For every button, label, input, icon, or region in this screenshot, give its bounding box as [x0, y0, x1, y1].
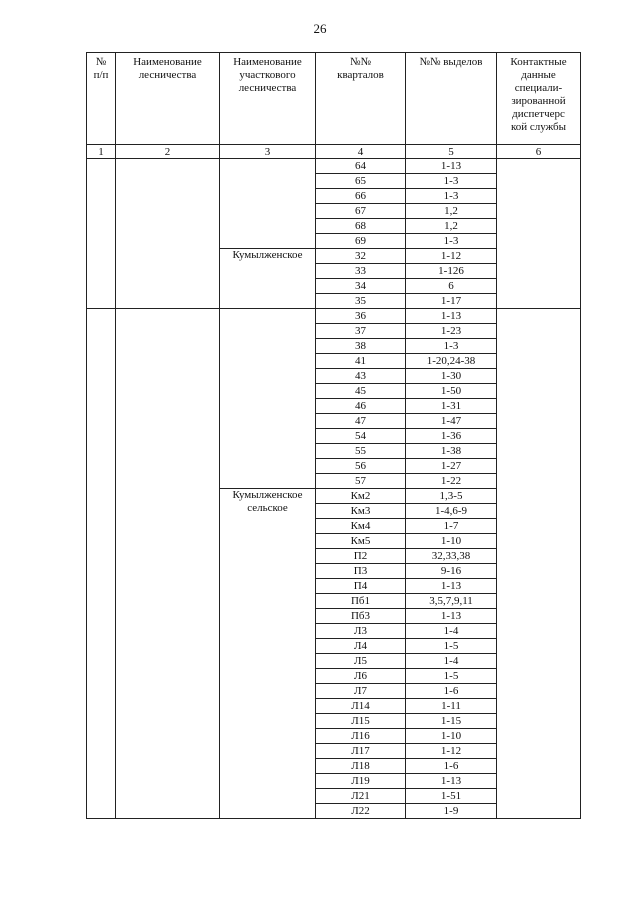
header-line: специали- — [514, 82, 563, 94]
quarter-cell: 45 — [316, 384, 406, 399]
plots-cell: 1-30 — [406, 369, 497, 384]
quarter-cell: 67 — [316, 204, 406, 219]
quarter-cell: Л17 — [316, 744, 406, 759]
quarter-cell: Пб1 — [316, 594, 406, 609]
quarter-cell: Км5 — [316, 534, 406, 549]
header-line: кварталов — [337, 69, 384, 81]
header-line: диспетчерс — [512, 108, 565, 120]
plots-cell: 1-13 — [406, 609, 497, 624]
header-quarters — [316, 53, 406, 145]
plots-cell: 1,2 — [406, 204, 497, 219]
plots-cell: 1-17 — [406, 294, 497, 309]
forestry-cell — [116, 309, 220, 819]
column-number: 1 — [87, 145, 116, 159]
plots-cell: 1-12 — [406, 744, 497, 759]
plots-cell: 1-10 — [406, 729, 497, 744]
quarter-cell: Л6 — [316, 669, 406, 684]
quarter-cell: 57 — [316, 474, 406, 489]
plots-cell: 1-15 — [406, 714, 497, 729]
quarter-cell: Л16 — [316, 729, 406, 744]
quarter-cell: 66 — [316, 189, 406, 204]
quarter-cell: 46 — [316, 399, 406, 414]
quarter-cell: Л21 — [316, 789, 406, 804]
header-forestry — [116, 53, 220, 145]
column-number: 4 — [316, 145, 406, 159]
page-number: 26 — [313, 21, 327, 36]
column-number: 2 — [116, 145, 220, 159]
quarter-cell: 65 — [316, 174, 406, 189]
quarter-cell: 34 — [316, 279, 406, 294]
quarter-cell: П3 — [316, 564, 406, 579]
header-line: данные — [521, 69, 556, 81]
quarter-cell: 36 — [316, 309, 406, 324]
header-line: лесничества — [138, 69, 197, 81]
contacts-cell — [497, 159, 581, 309]
plots-cell: 1-13 — [406, 159, 497, 174]
header-index — [87, 53, 116, 145]
contacts-cell — [497, 309, 581, 819]
quarter-cell: 43 — [316, 369, 406, 384]
plots-cell: 1-12 — [406, 249, 497, 264]
table-header-row — [87, 53, 581, 145]
forestry-cell — [116, 159, 220, 309]
plots-cell: 1-6 — [406, 759, 497, 774]
quarter-cell: 69 — [316, 234, 406, 249]
plots-cell: 1-3 — [406, 339, 497, 354]
plots-cell: 1-4 — [406, 654, 497, 669]
district-name-line: Кумылженское — [232, 489, 303, 501]
quarter-cell: Км4 — [316, 519, 406, 534]
header-line: Наименование — [233, 56, 302, 68]
district-name-line: Кумылженское — [232, 249, 303, 261]
table-row — [87, 159, 581, 174]
quarter-cell: П4 — [316, 579, 406, 594]
plots-cell: 1-11 — [406, 699, 497, 714]
quarter-cell: 35 — [316, 294, 406, 309]
plots-cell: 1,2 — [406, 219, 497, 234]
quarter-cell: Л7 — [316, 684, 406, 699]
header-line: участкового — [239, 69, 296, 81]
plots-cell: 6 — [406, 279, 497, 294]
forest-quarters-table — [86, 52, 581, 819]
plots-cell: 1-5 — [406, 669, 497, 684]
plots-cell: 1-3 — [406, 189, 497, 204]
index-cell — [87, 159, 116, 309]
quarter-cell: 55 — [316, 444, 406, 459]
quarter-cell: 56 — [316, 459, 406, 474]
plots-cell: 1-4 — [406, 624, 497, 639]
plots-cell: 1-126 — [406, 264, 497, 279]
column-number: 3 — [220, 145, 316, 159]
quarter-cell: 38 — [316, 339, 406, 354]
header-line: зированной — [511, 95, 566, 107]
plots-cell: 1-10 — [406, 534, 497, 549]
district-blank-cell — [220, 159, 316, 249]
plots-cell: 1-6 — [406, 684, 497, 699]
plots-cell: 1-9 — [406, 804, 497, 819]
header-line: №№ — [350, 56, 371, 68]
quarter-cell: Л19 — [316, 774, 406, 789]
district-name-cell — [220, 489, 316, 819]
plots-cell: 1-51 — [406, 789, 497, 804]
quarter-cell: Л15 — [316, 714, 406, 729]
quarter-cell: Л4 — [316, 639, 406, 654]
column-number: 6 — [497, 145, 581, 159]
district-blank-cell — [220, 309, 316, 489]
district-name-line: сельское — [247, 502, 288, 514]
plots-cell: 1-22 — [406, 474, 497, 489]
header-line: №№ выделов — [419, 56, 483, 68]
plots-cell: 1-38 — [406, 444, 497, 459]
index-cell — [87, 309, 116, 819]
quarter-cell: 64 — [316, 159, 406, 174]
plots-cell: 1-7 — [406, 519, 497, 534]
plots-cell: 1-3 — [406, 234, 497, 249]
header-line: п/п — [93, 69, 109, 81]
plots-cell: 32,33,38 — [406, 549, 497, 564]
header-line: кой службы — [510, 121, 567, 133]
plots-cell: 1-50 — [406, 384, 497, 399]
plots-cell: 1-23 — [406, 324, 497, 339]
quarter-cell: Л22 — [316, 804, 406, 819]
plots-cell: 1-27 — [406, 459, 497, 474]
quarter-cell: 54 — [316, 429, 406, 444]
plots-cell: 1-5 — [406, 639, 497, 654]
header-district — [220, 53, 316, 145]
plots-cell: 1-13 — [406, 309, 497, 324]
quarter-cell: 37 — [316, 324, 406, 339]
district-name-cell — [220, 249, 316, 309]
quarter-cell: 33 — [316, 264, 406, 279]
plots-cell: 1-36 — [406, 429, 497, 444]
plots-cell: 1-47 — [406, 414, 497, 429]
quarter-cell: 41 — [316, 354, 406, 369]
plots-cell: 9-16 — [406, 564, 497, 579]
quarter-cell: Л14 — [316, 699, 406, 714]
quarter-cell: Л3 — [316, 624, 406, 639]
quarter-cell: 68 — [316, 219, 406, 234]
header-plots — [406, 53, 497, 145]
plots-cell: 1,3-5 — [406, 489, 497, 504]
plots-cell: 1-13 — [406, 774, 497, 789]
plots-cell: 1-31 — [406, 399, 497, 414]
header-line: Наименование — [133, 56, 202, 68]
header-line: лесничества — [238, 82, 297, 94]
quarter-cell: 47 — [316, 414, 406, 429]
plots-cell: 1-3 — [406, 174, 497, 189]
plots-cell: 1-20,24-38 — [406, 354, 497, 369]
plots-cell: 3,5,7,9,11 — [406, 594, 497, 609]
plots-cell: 1-4,6-9 — [406, 504, 497, 519]
quarter-cell: Км3 — [316, 504, 406, 519]
quarter-cell: Л5 — [316, 654, 406, 669]
quarter-cell: Км2 — [316, 489, 406, 504]
quarter-cell: П2 — [316, 549, 406, 564]
column-number: 5 — [406, 145, 497, 159]
column-number-row — [87, 145, 581, 159]
header-line: Контактные — [510, 56, 567, 68]
quarter-cell: Пб3 — [316, 609, 406, 624]
header-line: № — [95, 56, 107, 68]
quarter-cell: 32 — [316, 249, 406, 264]
header-contacts — [497, 53, 581, 145]
quarter-cell: Л18 — [316, 759, 406, 774]
plots-cell: 1-13 — [406, 579, 497, 594]
table-row — [87, 309, 581, 324]
